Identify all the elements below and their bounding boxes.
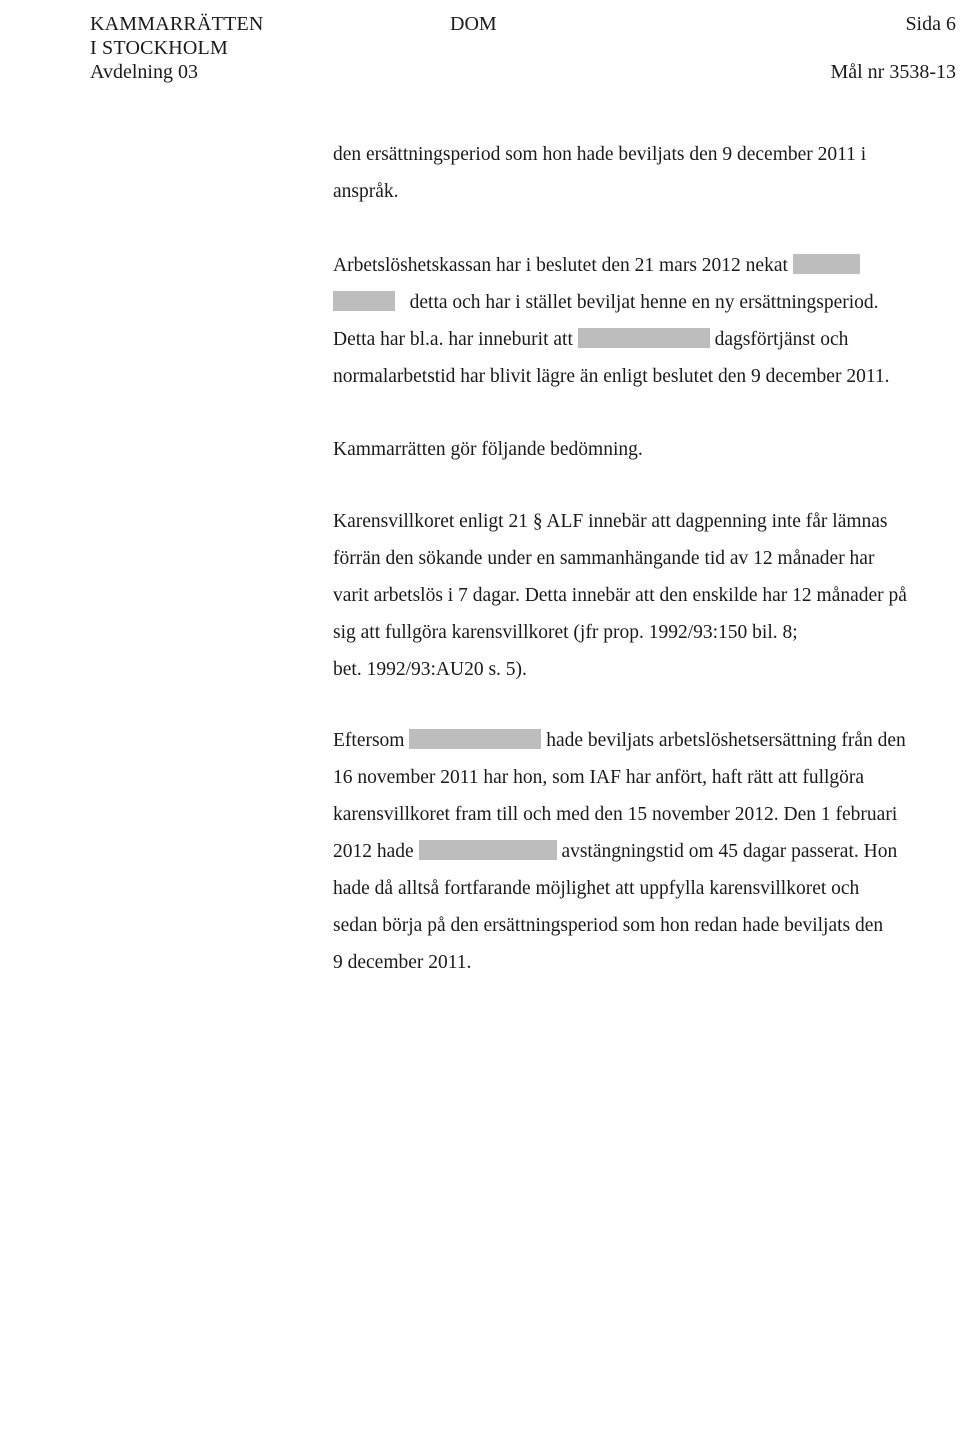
text-line: varit arbetslös i 7 dagar. Detta innebär att den enskilde har 12 månader på [333,585,907,606]
text-line [333,247,953,284]
case-number: Mål nr 3538-13 [830,61,956,83]
text-line: sig att fullgöra karensvillkoret (jfr prop. 1992/93:150 bil. 8; [333,622,798,643]
text-segment: hade beviljats arbetslöshetsersättning från den [546,730,906,751]
text-line: hade då alltså fortfarande möjlighet att uppfylla karensvillkoret och [333,878,860,899]
header-doc-type [450,12,497,36]
text-line: 9 december 2011. [333,952,472,973]
redaction-box [578,328,710,348]
text-line: den ersättningsperiod som hon hade beviljats den 9 december 2011 i [333,144,867,165]
text-line [333,722,953,759]
text-segment: 2012 hade [333,841,414,862]
header-page-info [830,12,956,84]
header-court-block [90,12,264,84]
text-segment: Eftersom [333,730,405,751]
redaction-box [409,729,541,749]
doc-type: DOM [450,13,497,35]
text-segment: avstängningstid om 45 dagar passerat. Hon [561,841,898,862]
text-line: anspråk. [333,181,399,202]
text-line: förrän den sökande under en sammanhängande tid av 12 månader har [333,548,875,569]
paragraph-1 [333,136,953,210]
paragraph-3 [333,431,953,468]
text-line: sedan börja på den ersättningsperiod som hon redan hade beviljats den [333,915,884,936]
text-segment: Detta har bl.a. har inneburit att [333,329,573,350]
court-name-line2: I STOCKHOLM [90,37,228,59]
paragraph-5 [333,722,953,981]
redaction-box [333,291,395,311]
redaction-box [793,254,860,274]
text-line [333,833,953,870]
text-line: karensvillkoret fram till och med den 15 november 2012. Den 1 februari [333,804,898,825]
division: Avdelning 03 [90,61,198,83]
paragraph-4 [333,503,953,688]
text-line: Kammarrätten gör följande bedömning. [333,439,643,460]
text-line [333,284,953,321]
text-line: bet. 1992/93:AU20 s. 5). [333,659,527,680]
text-line: Karensvillkoret enligt 21 § ALF innebär att dagpenning inte får lämnas [333,511,888,532]
text-line: 16 november 2011 har hon, som IAF har anfört, haft rätt att fullgöra [333,767,865,788]
text-line: normalarbetstid har blivit lägre än enligt beslutet den 9 december 2011. [333,366,890,387]
text-segment: dagsförtjänst och [714,329,849,350]
page-number: Sida 6 [905,13,956,35]
text-line [333,321,953,358]
redaction-box [419,840,557,860]
text-segment: Arbetslöshetskassan har i beslutet den 21 mars 2012 nekat [333,255,788,276]
court-name-line1: KAMMARRÄTTEN [90,13,264,35]
paragraph-2 [333,247,953,395]
text-segment: detta och har i stället beviljat henne en ny ersättningsperiod. [409,292,879,313]
